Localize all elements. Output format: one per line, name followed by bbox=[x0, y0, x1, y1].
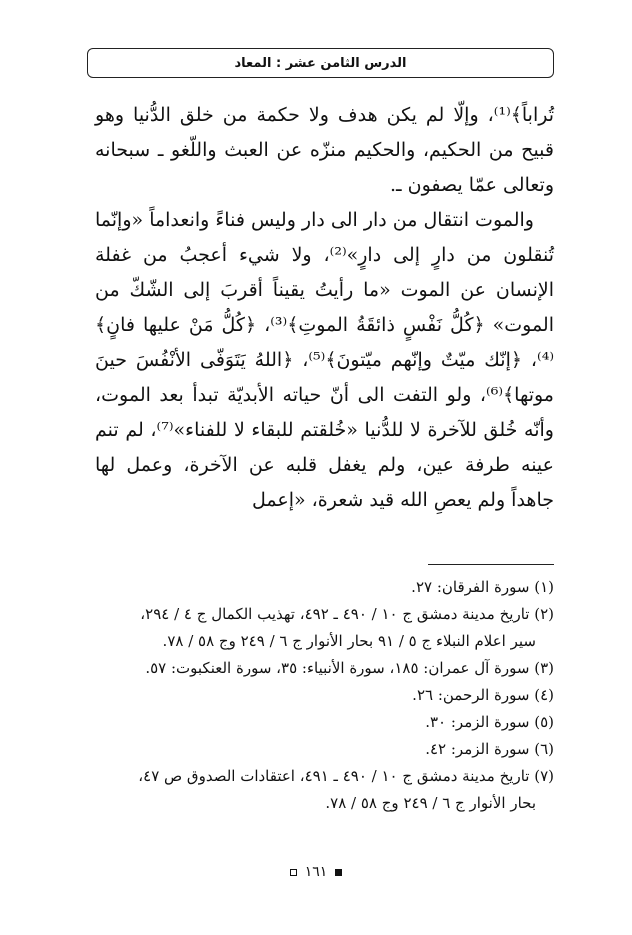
footnote-text: بحار الأنوار ج ٦ / ٢٤٩ وج ٥٨ / ٧٨. bbox=[325, 794, 536, 812]
body-paragraph: تُراباً﴾⁽¹⁾، وإلّا لم يكن هدف ولا حكمة من خلق الدُّنيا وهو قبيح من الحكيم، والحكيم منزّه عن العبث واللّغو ـ سبحانه وتعالى عمّا يصفون ـ. bbox=[95, 104, 554, 196]
page-number: ١٦١ bbox=[304, 864, 328, 880]
running-header-title: الدرس الثامن عشر : المعاد bbox=[234, 55, 407, 71]
empty-square-icon bbox=[290, 869, 297, 876]
footnote-item bbox=[95, 736, 554, 763]
footnote-item bbox=[95, 682, 554, 709]
footnote-continuation bbox=[95, 790, 554, 817]
footnote-text: (١) سورة الفرقان: ٢٧. bbox=[411, 578, 554, 596]
footnote-divider bbox=[428, 564, 554, 565]
main-text bbox=[95, 98, 554, 518]
footnote-continuation bbox=[95, 628, 554, 655]
footnote-text: (٥) سورة الزمر: ٣٠. bbox=[425, 713, 554, 731]
footnote-item bbox=[95, 655, 554, 682]
page-number-area bbox=[0, 864, 632, 880]
footnote-text: (٤) سورة الرحمن: ٢٦. bbox=[412, 686, 554, 704]
footnote-text: (٢) تاريخ مدينة دمشق ج ١٠ / ٤٩٠ ـ ٤٩٢، تهذيب الكمال ج ٤ / ٢٩٤، bbox=[140, 605, 554, 623]
footnote-item bbox=[95, 709, 554, 736]
footnote-text: (٣) سورة آل عمران: ١٨٥، سورة الأنبياء: ٣٥، سورة العنكبوت: ٥٧. bbox=[145, 659, 554, 677]
footnote-text: (٧) تاريخ مدينة دمشق ج ١٠ / ٤٩٠ ـ ٤٩١، اعتقادات الصدوق ص ٤٧، bbox=[138, 767, 554, 785]
footnote-item bbox=[95, 601, 554, 628]
footnote-text: (٦) سورة الزمر: ٤٢. bbox=[425, 740, 554, 758]
running-header bbox=[87, 48, 554, 78]
footnote-item bbox=[95, 574, 554, 601]
footnotes-list bbox=[95, 574, 554, 817]
footnote-text: سير اعلام النبلاء ج ٥ / ٩١ بحار الأنوار ج ٦ / ٢٤٩ وج ٥٨ / ٧٨. bbox=[162, 632, 536, 650]
body-paragraph: والموت انتقال من دار الى دار وليس فناءً وانعداماً «وإنّما تُنقلون من دارٍ إلى دارٍ»⁽²⁾، ولا شيء أعجبُ من غفلة الإنسان عن الموت «ما رأيتُ يقيناً أقربَ إلى الشّكّ من الموت» ﴿كُلُّ نَفْسٍ ذائقَةُ الموتِ﴾⁽³⁾، ﴿كُلُّ مَنْ عليها فانٍ﴾⁽⁴⁾، ﴿إنّك ميّتٌ وإنّهم ميّتونَ﴾⁽⁵⁾، ﴿اللهُ يَتَوَفّى الأنْفُسَ حينَ موتها﴾⁽⁶⁾، ولو التفت الى أنّ حياته الأبديّة تبدأ بعد الموت، وأنّه خُلق للآخرة لا للدُّنيا «خُلقتم للبقاء لا للفناء»⁽⁷⁾، لم تنم عينه طرفة عين، ولم يغفل قلبه عن الآخرة، وعمل لها جاهداً ولم يعصِ الله قيد شعرة، «إعمل bbox=[95, 209, 555, 511]
footnote-item bbox=[95, 763, 554, 790]
filled-square-icon bbox=[335, 869, 342, 876]
